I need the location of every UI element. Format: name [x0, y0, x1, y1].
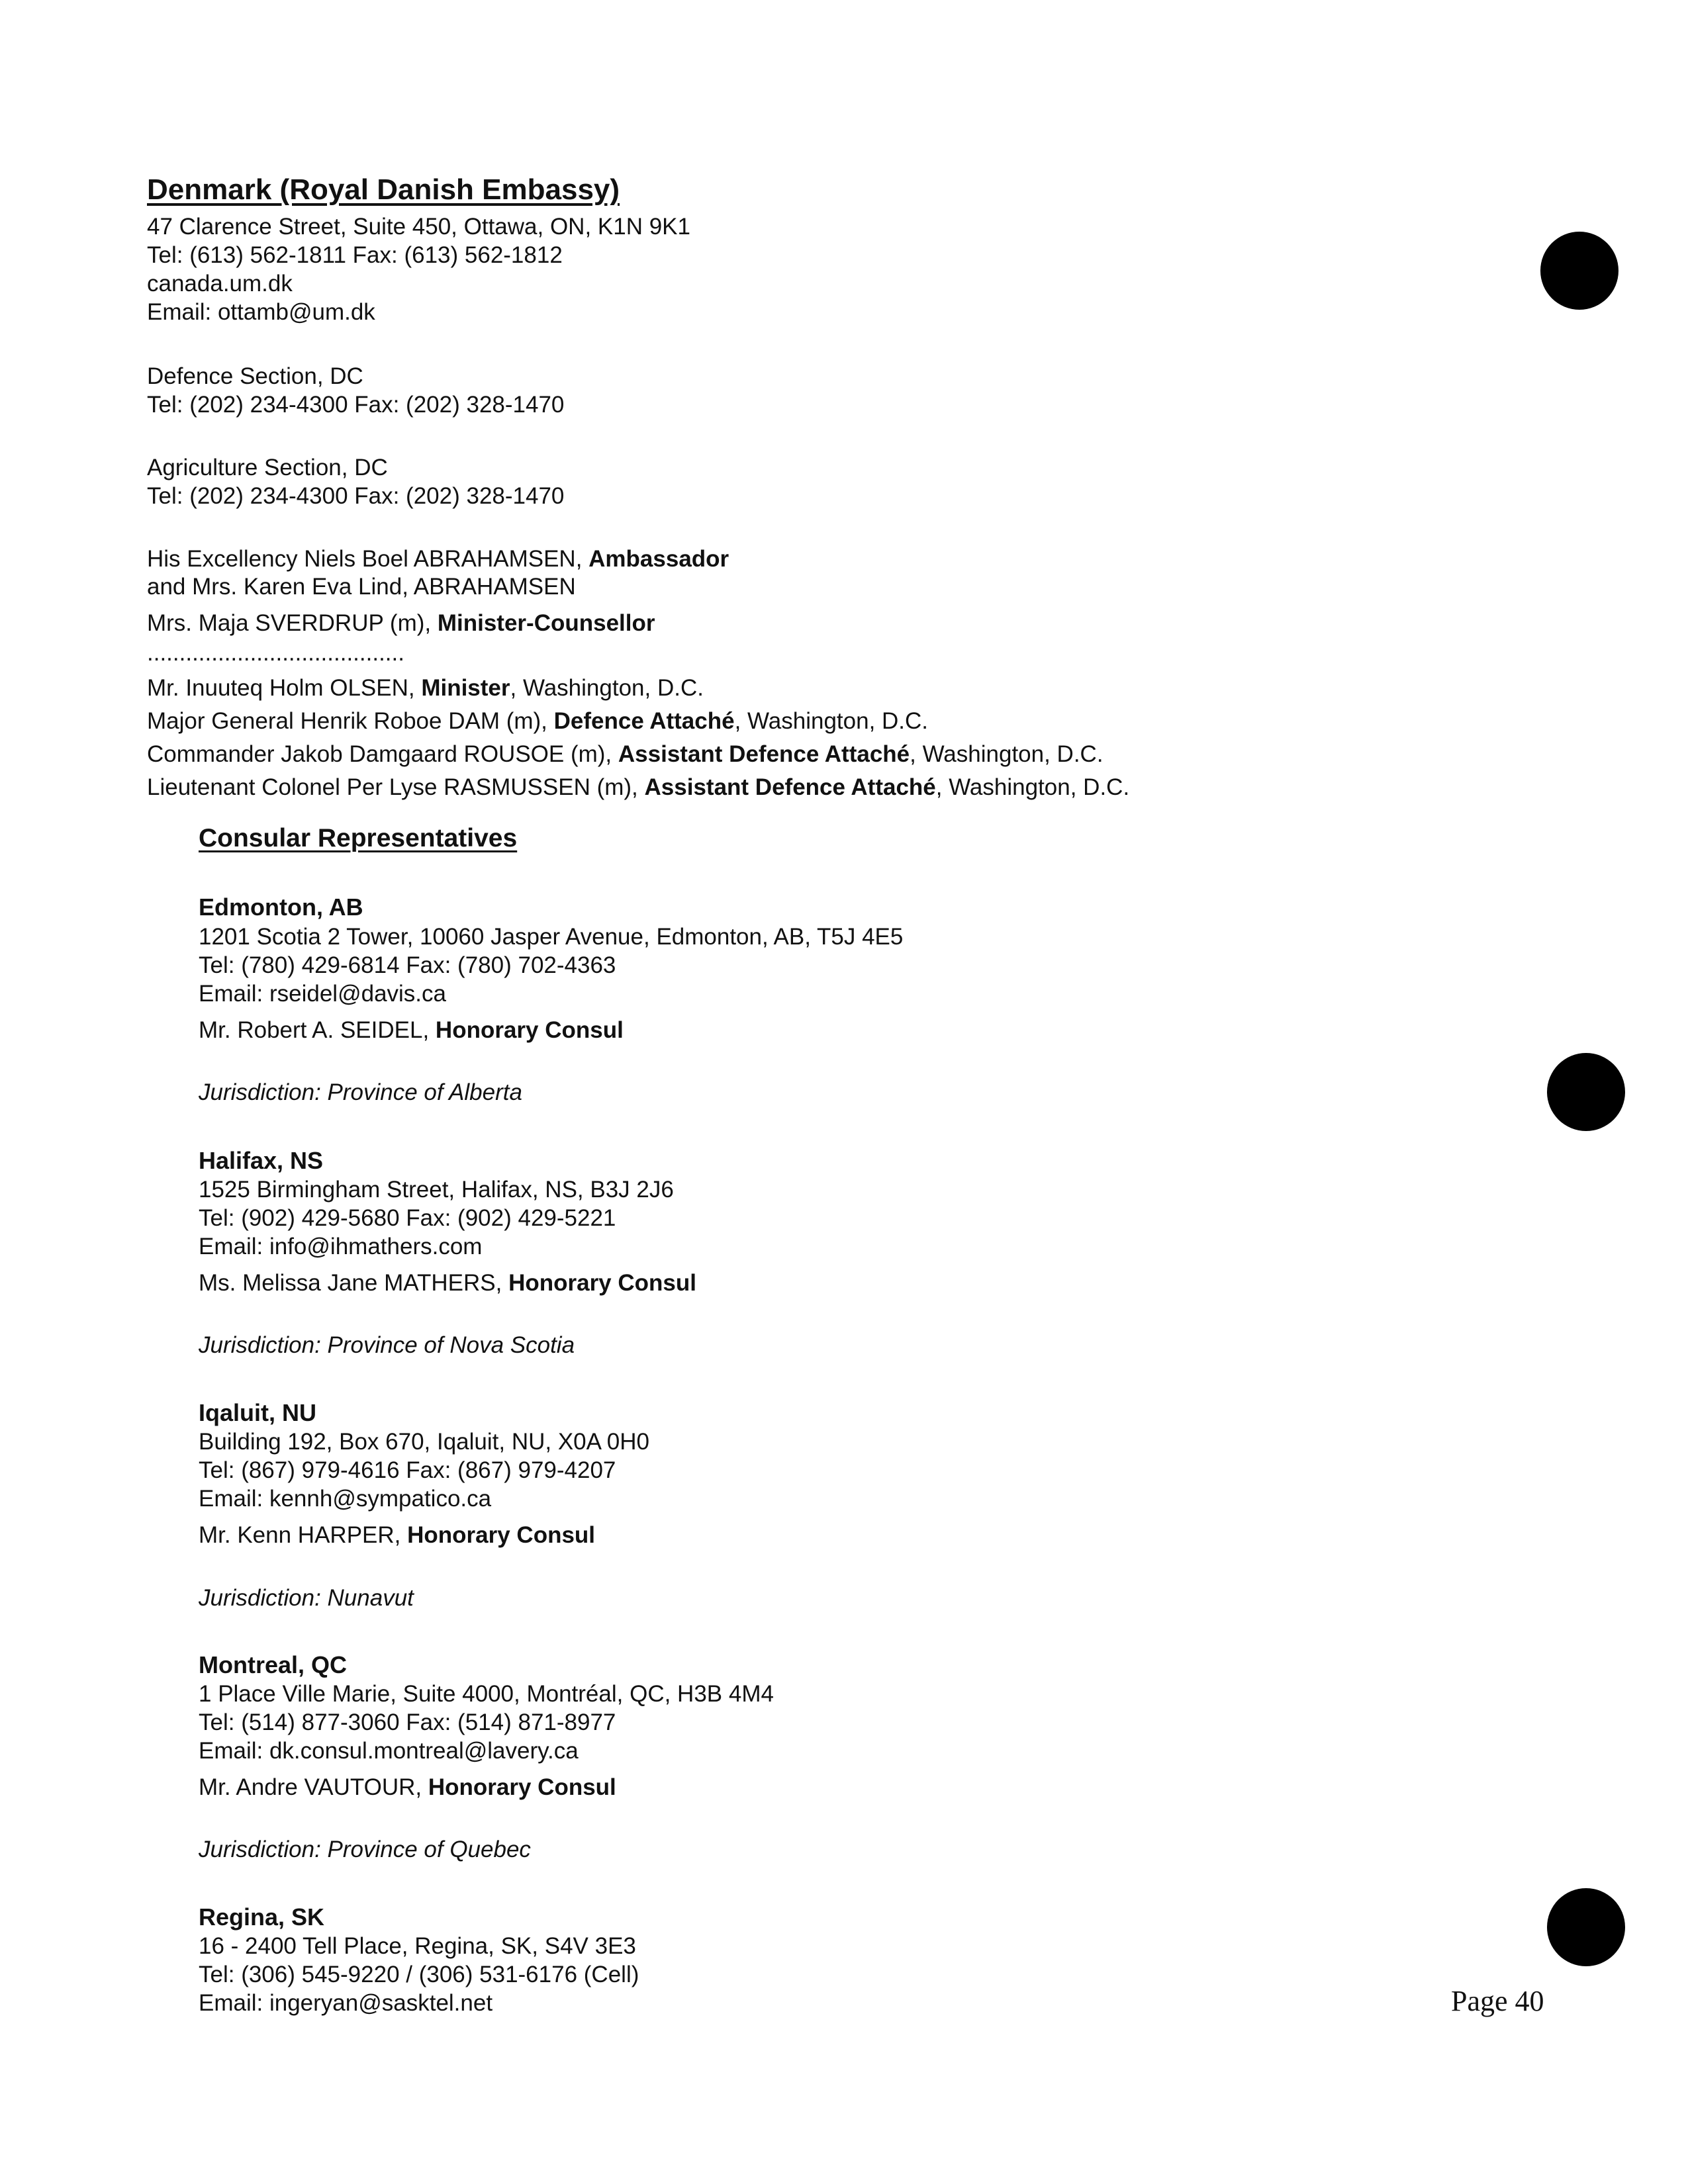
page-number: Page 40	[1451, 1985, 1544, 2017]
office-email: Email: info@ihmathers.com	[199, 1234, 483, 1259]
office-consul: Ms. Melissa Jane MATHERS, Honorary Consul	[199, 1270, 696, 1296]
embassy-email: Email: ottamb@um.dk	[147, 299, 375, 325]
office-consul: Mr. Robert A. SEIDEL, Honorary Consul	[199, 1017, 624, 1043]
consular-title: Consular Representatives	[199, 824, 518, 852]
office-address: 16 - 2400 Tell Place, Regina, SK, S4V 3E3	[199, 1933, 636, 1959]
embassy-title: Denmark (Royal Danish Embassy)	[147, 173, 620, 206]
office-city: Edmonton, AB	[199, 893, 363, 921]
office-email: Email: dk.consul.montreal@lavery.ca	[199, 1738, 579, 1764]
embassy-website: canada.um.dk	[147, 271, 293, 296]
staff-separator: ........................................	[147, 640, 404, 666]
office-jurisdiction: Jurisdiction: Province of Nova Scotia	[199, 1332, 575, 1358]
office-consul: Mr. Andre VAUTOUR, Honorary Consul	[199, 1774, 616, 1800]
office-tel-fax: Tel: (780) 429-6814 Fax: (780) 702-4363	[199, 952, 616, 978]
office-city: Montreal, QC	[199, 1651, 348, 1678]
binder-hole	[1547, 1053, 1625, 1131]
office-jurisdiction: Jurisdiction: Province of Alberta	[199, 1079, 522, 1105]
defence-section-name: Defence Section, DC	[147, 363, 363, 389]
embassy-address: 47 Clarence Street, Suite 450, Ottawa, ON, K1N 9K1	[147, 214, 690, 240]
staff-line: Mr. Inuuteq Holm OLSEN, Minister, Washington, D.C.	[147, 675, 704, 701]
staff-line: Major General Henrik Roboe DAM (m), Defence Attaché, Washington, D.C.	[147, 708, 929, 734]
office-city: Halifax, NS	[199, 1147, 324, 1174]
office-email: Email: kennh@sympatico.ca	[199, 1486, 492, 1512]
agriculture-section-tel-fax: Tel: (202) 234-4300 Fax: (202) 328-1470	[147, 483, 565, 509]
office-address: 1525 Birmingham Street, Halifax, NS, B3J 2J6	[199, 1177, 674, 1203]
office-email: Email: ingeryan@sasktel.net	[199, 1990, 493, 2016]
staff-line: Mrs. Maja SVERDRUP (m), Minister-Counsellor	[147, 610, 655, 636]
binder-hole	[1547, 1888, 1625, 1966]
office-tel-fax: Tel: (306) 545-9220 / (306) 531-6176 (Cell)	[199, 1962, 639, 1987]
staff-line: and Mrs. Karen Eva Lind, ABRAHAMSEN	[147, 574, 576, 600]
office-tel-fax: Tel: (514) 877-3060 Fax: (514) 871-8977	[199, 1709, 616, 1735]
binder-hole	[1540, 232, 1618, 310]
office-email: Email: rseidel@davis.ca	[199, 981, 446, 1007]
office-jurisdiction: Jurisdiction: Province of Quebec	[199, 1837, 531, 1862]
staff-line: Commander Jakob Damgaard ROUSOE (m), Assistant Defence Attaché, Washington, D.C.	[147, 741, 1103, 767]
office-city: Iqaluit, NU	[199, 1399, 316, 1426]
office-address: 1 Place Ville Marie, Suite 4000, Montréal, QC, H3B 4M4	[199, 1681, 774, 1707]
office-tel-fax: Tel: (867) 979-4616 Fax: (867) 979-4207	[199, 1457, 616, 1483]
office-address: 1201 Scotia 2 Tower, 10060 Jasper Avenue, Edmonton, AB, T5J 4E5	[199, 924, 904, 950]
staff-line: Lieutenant Colonel Per Lyse RASMUSSEN (m), Assistant Defence Attaché, Washington, D.C.	[147, 774, 1130, 800]
staff-line: His Excellency Niels Boel ABRAHAMSEN, Ambassador	[147, 546, 729, 572]
defence-section-tel-fax: Tel: (202) 234-4300 Fax: (202) 328-1470	[147, 392, 565, 418]
office-tel-fax: Tel: (902) 429-5680 Fax: (902) 429-5221	[199, 1205, 616, 1231]
office-address: Building 192, Box 670, Iqaluit, NU, X0A 0H0	[199, 1429, 649, 1455]
office-city: Regina, SK	[199, 1903, 325, 1931]
office-consul: Mr. Kenn HARPER, Honorary Consul	[199, 1522, 596, 1548]
embassy-tel-fax: Tel: (613) 562-1811 Fax: (613) 562-1812	[147, 242, 563, 268]
agriculture-section-name: Agriculture Section, DC	[147, 455, 388, 480]
office-jurisdiction: Jurisdiction: Nunavut	[199, 1585, 414, 1611]
